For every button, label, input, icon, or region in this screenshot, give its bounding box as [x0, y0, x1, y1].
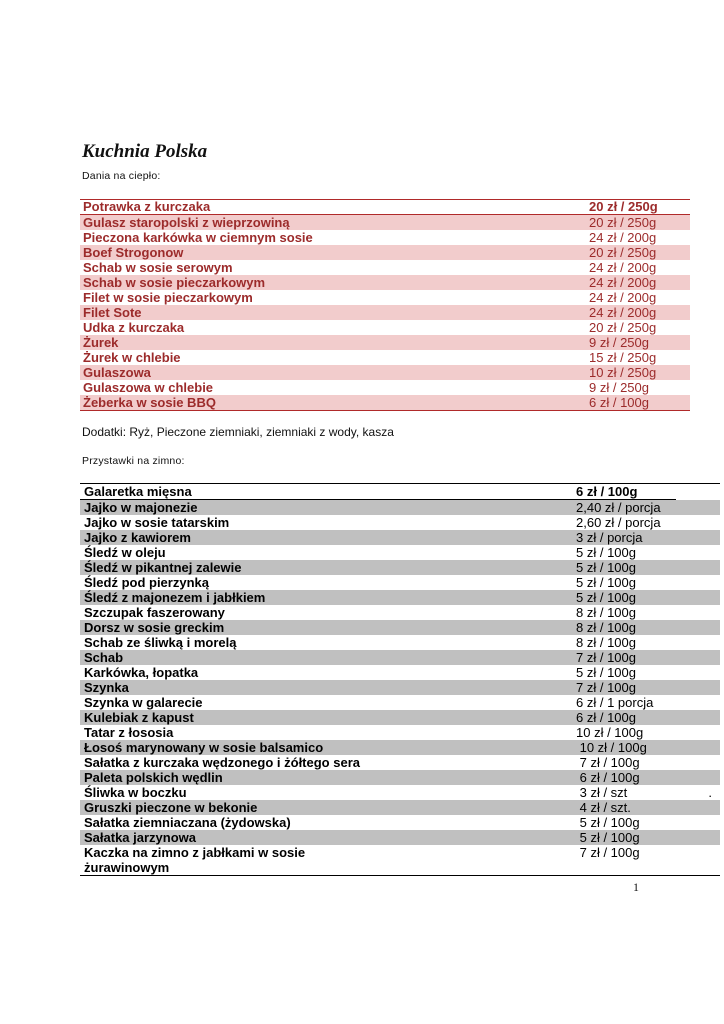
dish-price — [576, 500, 720, 515]
dish-price-text: 5 zł / 100g — [576, 665, 636, 680]
table-row — [80, 665, 720, 680]
table-row — [80, 500, 720, 515]
dish-name: Boef Strogonow — [83, 245, 184, 260]
table-row — [80, 785, 720, 800]
dish-price-text: 6 zł / 1 porcja — [576, 695, 654, 710]
table-row — [80, 620, 720, 635]
table-row — [80, 605, 720, 620]
table-row — [80, 305, 690, 320]
dish-price — [576, 665, 720, 680]
dish-name: Sałatka z kurczaka wędzonego i żółtego sera — [84, 755, 360, 770]
table-row — [80, 815, 720, 830]
dish-name: Dorsz w sosie greckim — [84, 620, 225, 635]
dish-price — [576, 575, 720, 590]
table-row — [80, 650, 720, 665]
table-row — [80, 560, 720, 575]
hot-dishes-heading: Dania na ciepło: — [82, 170, 161, 182]
dish-price — [576, 770, 720, 785]
dish-price — [576, 755, 720, 770]
dish-name: Schab — [84, 650, 124, 665]
dish-price-text: 10 zł / 100g — [576, 740, 647, 755]
dish-price — [576, 680, 720, 695]
table-row — [80, 680, 720, 695]
dish-price-text: 2,60 zł / porcja — [576, 515, 661, 530]
dish-price-text: 6 zł / 100g — [576, 710, 636, 725]
dish-price — [576, 845, 720, 875]
stray-dot: . — [708, 785, 712, 800]
dish-price-text: 6 zł / 100g — [576, 770, 640, 785]
table-row — [80, 365, 690, 380]
dish-name: Filet Sote — [83, 305, 142, 320]
dish-price: 24 zł / 200g — [589, 305, 657, 320]
dish-price-text: 5 zł / 100g — [576, 560, 636, 575]
page-number: 1 — [633, 880, 639, 894]
dish-price-text: 8 zł / 100g — [576, 620, 636, 635]
dish-price-text: 7 zł / 100g — [576, 650, 636, 665]
dish-price — [576, 725, 720, 740]
dish-price — [576, 635, 720, 650]
dish-price-text: 8 zł / 100g — [576, 635, 636, 650]
dish-price: 24 zł / 200g — [589, 230, 657, 245]
dish-name: Żeberka w sosie BBQ — [83, 395, 216, 410]
dish-price-text: 10 zł / 100g — [576, 725, 644, 740]
menu-title: Kuchnia Polska — [82, 141, 208, 162]
dish-price: 24 zł / 200g — [589, 290, 657, 305]
dish-name: Śledź pod pierzynką — [84, 575, 209, 590]
dish-price — [576, 710, 720, 725]
dish-name: Łosoś marynowany w sosie balsamico — [84, 740, 324, 755]
dish-price — [576, 560, 720, 575]
dish-price — [576, 590, 720, 605]
table-row — [80, 290, 690, 305]
dish-price — [576, 740, 720, 755]
table-row — [80, 245, 690, 260]
dish-price-text: 4 zł / szt. — [576, 800, 631, 815]
hot-dishes-table — [80, 199, 690, 411]
dish-price: 6 zł / 100g — [589, 395, 649, 410]
dish-price — [576, 530, 720, 545]
dish-price: 9 zł / 250g — [589, 380, 649, 395]
table-row — [80, 755, 720, 770]
dish-name: Pieczona karkówka w ciemnym sosie — [83, 230, 313, 245]
dish-price — [576, 785, 720, 800]
cold-dishes-table — [80, 483, 720, 875]
dish-price: 20 zł / 250g — [589, 320, 657, 335]
dish-price: 9 zł / 250g — [589, 335, 649, 350]
table-row — [80, 275, 690, 290]
table-row — [80, 590, 720, 605]
table-row — [80, 845, 720, 875]
dish-price — [576, 830, 720, 845]
dish-price — [576, 515, 720, 530]
table-row — [80, 320, 690, 335]
dish-name: Gulasz staropolski z wieprzowiną — [83, 215, 290, 230]
dish-price — [576, 695, 720, 710]
dish-price — [576, 605, 720, 620]
dish-name: Schab ze śliwką i morelą — [84, 635, 237, 650]
table-row — [80, 710, 720, 725]
dish-name: Sałatka jarzynowa — [84, 830, 196, 845]
table-row — [80, 770, 720, 785]
dish-name: Gulaszowa w chlebie — [83, 380, 214, 395]
dish-price: 10 zł / 250g — [589, 365, 657, 380]
table-row — [80, 725, 720, 740]
dish-price-text: 3 zł / szt — [576, 785, 628, 800]
dish-name: Karkówka, łopatka — [84, 665, 199, 680]
dish-price: 24 zł / 200g — [589, 260, 657, 275]
dish-price-text: 6 zł / 100g — [576, 484, 638, 499]
dish-name: Szynka — [84, 680, 129, 695]
dish-name: Schab w sosie serowym — [83, 260, 233, 275]
dish-name: Kulebiak z kapust — [84, 710, 194, 725]
dish-name: Kaczka na zimno z jabłkami w sosie żurawinowym — [84, 845, 306, 875]
cold-dishes-heading: Przystawki na zimno: — [82, 455, 185, 467]
dish-price: 24 zł / 200g — [589, 275, 657, 290]
dish-price — [576, 815, 720, 830]
dish-price-text: 8 zł / 100g — [576, 605, 636, 620]
table-row — [80, 800, 720, 815]
dish-price: 20 zł / 250g — [589, 199, 658, 214]
dish-price-text: 7 zł / 100g — [576, 755, 640, 770]
dish-price: 20 zł / 250g — [589, 215, 657, 230]
additions-note: Dodatki: Ryż, Pieczone ziemniaki, ziemniaki z wody, kasza — [82, 425, 394, 439]
dish-name: Żurek — [83, 335, 119, 350]
dish-price-text: 5 zł / 100g — [576, 545, 636, 560]
dish-name: Śliwka w boczku — [84, 785, 187, 800]
dish-price: 20 zł / 250g — [589, 245, 657, 260]
table-row — [80, 635, 720, 650]
dish-name: Szynka w galarecie — [84, 695, 203, 710]
dish-price-text: 7 zł / 100g — [576, 845, 640, 860]
table-row — [80, 230, 690, 245]
table-row — [80, 380, 690, 395]
dish-name: Żurek w chlebie — [83, 350, 181, 365]
dish-name: Sałatka ziemniaczana (żydowska) — [84, 815, 291, 830]
dish-price — [576, 545, 720, 560]
dish-price — [576, 484, 676, 499]
table-bottom-rule — [80, 875, 720, 876]
table-row — [80, 575, 720, 590]
dish-price-text: 5 zł / 100g — [576, 830, 640, 845]
table-row — [80, 515, 720, 530]
dish-price-text: 5 zł / 100g — [576, 815, 640, 830]
table-row — [80, 260, 690, 275]
dish-name: Jajko z kawiorem — [84, 530, 191, 545]
table-row — [80, 695, 720, 710]
dish-name: Tatar z łososia — [84, 725, 174, 740]
dish-price-text: 5 zł / 100g — [576, 575, 636, 590]
table-row — [80, 484, 676, 500]
table-row — [80, 740, 720, 755]
dish-name: Schab w sosie pieczarkowym — [83, 275, 266, 290]
table-row — [80, 395, 690, 410]
dish-price-text: 2,40 zł / porcja — [576, 500, 661, 515]
dish-name: Śledź w oleju — [84, 545, 166, 560]
table-row — [80, 200, 690, 215]
table-row — [80, 350, 690, 365]
dish-name: Gulaszowa — [83, 365, 151, 380]
table-row — [80, 215, 690, 230]
dish-price-text: 5 zł / 100g — [576, 590, 636, 605]
dish-name: Szczupak faszerowany — [84, 605, 225, 620]
dish-name: Śledź z majonezem i jabłkiem — [84, 590, 266, 605]
dish-price — [576, 800, 720, 815]
dish-name: Śledź w pikantnej zalewie — [84, 560, 242, 575]
table-row — [80, 530, 720, 545]
dish-name: Paleta polskich wędlin — [84, 770, 223, 785]
dish-price-text: 3 zł / porcja — [576, 530, 643, 545]
dish-name: Potrawka z kurczaka — [83, 199, 211, 214]
dish-name: Galaretka mięsna — [84, 484, 192, 499]
table-row — [80, 335, 690, 350]
dish-price: 15 zł / 250g — [589, 350, 657, 365]
table-row — [80, 545, 720, 560]
dish-name: Udka z kurczaka — [83, 320, 185, 335]
dish-name: Gruszki pieczone w bekonie — [84, 800, 258, 815]
table-row — [80, 830, 720, 845]
dish-name: Jajko w sosie tatarskim — [84, 515, 230, 530]
dish-price-text: 7 zł / 100g — [576, 680, 636, 695]
dish-name: Filet w sosie pieczarkowym — [83, 290, 253, 305]
dish-price — [576, 620, 720, 635]
dish-price — [576, 650, 720, 665]
dish-name: Jajko w majonezie — [84, 500, 198, 515]
